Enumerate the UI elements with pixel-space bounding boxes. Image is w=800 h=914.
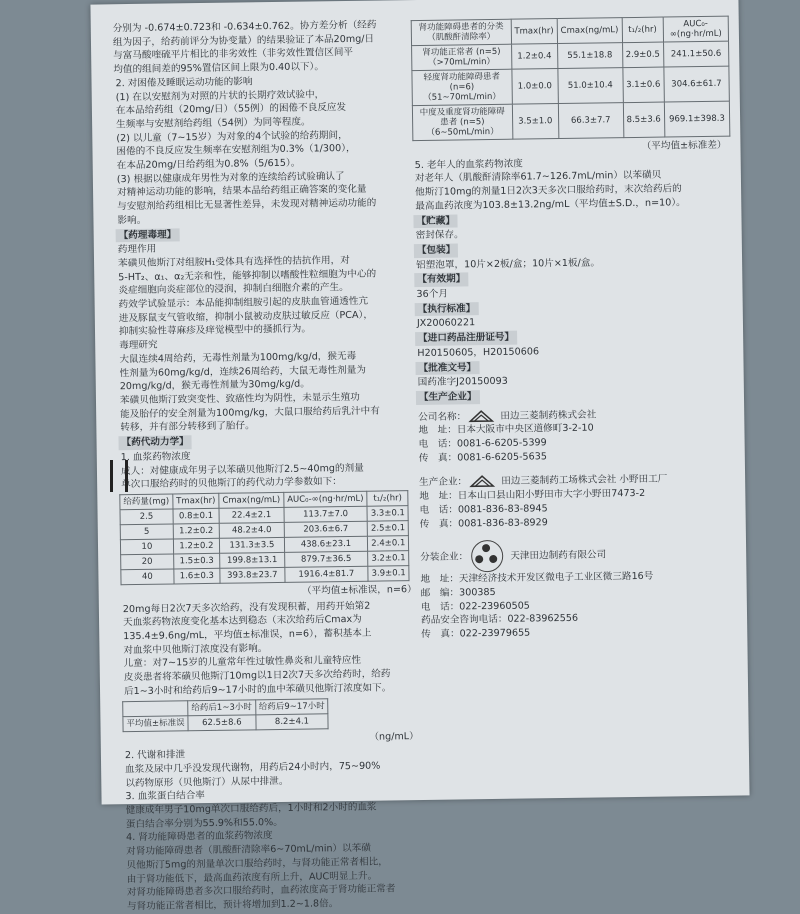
pk-line: 蛋白结合率分别为55.9%和55.0%。 <box>125 816 283 830</box>
table-header: Tmax(hr) <box>511 19 558 45</box>
pk-line: 皮炎患者将苯磺贝他斯汀10mg以1日2次7天多次给药时，给药 <box>123 668 391 684</box>
table-cell: 879.7±36.5 <box>284 551 368 567</box>
table-cell: 1.2±0.2 <box>173 538 219 554</box>
pk-line: 血浆及尿中几乎没发现代谢物，用药后24小时内，75~90% <box>125 760 381 776</box>
pharm-line: 炎症细胞向炎症部位的浸润，抑制白细胞介素的产生。 <box>118 282 349 297</box>
company-address: 天津经济技术开发区微电子工业区微三路16号 <box>458 571 654 585</box>
company-address: 日本山口县山阳小野田市大字小野田7473-2 <box>457 488 646 502</box>
tanabe-logo-icon <box>469 409 493 423</box>
section-line: 与安慰剂给药组相比无显著性差异，未发现对精神运动功能的 <box>117 197 377 213</box>
intro-line: 均值的组间差的95%置信区间上限为0.40以下）。 <box>113 61 324 76</box>
table-cell: 40 <box>121 569 174 585</box>
pk-line: 135.4±9.6ng/mL，平均值±标准误，n=6），蓄积基本上 <box>123 627 372 643</box>
section-line: 对精神运动功能的影响，结果本品给药组正确答案的变化量 <box>117 184 367 199</box>
table-cell: 304.6±61.7 <box>664 66 730 102</box>
table-header: AUC₀-∞(ng·hr/mL) <box>663 16 729 42</box>
company-1 <box>416 405 735 465</box>
section-body: 36个月 <box>416 288 449 301</box>
table-row <box>412 101 729 140</box>
pharm-line: 苯磺贝他斯汀对组胺H₁受体具有选择性的拮抗作用，对 <box>117 254 350 270</box>
section-line: 2. 对困倦及睡眠运动功能的影响 <box>115 76 253 90</box>
section-line: 困倦的不良反应发生频率在安慰剂组为0.3%（1/300）， <box>116 143 356 158</box>
section-heading-pharmacology: 【药理毒理】 <box>116 228 180 243</box>
fax-label: 传 真： <box>419 518 459 530</box>
company-2 <box>417 471 736 531</box>
table-note: （平均值±标准差） <box>641 139 727 152</box>
section-heading-import-license: 【进口药品注册证号】 <box>415 331 517 346</box>
fax-label: 传 真： <box>418 452 458 464</box>
binder-mark-icon <box>110 460 128 492</box>
table-cell: 8.5±3.6 <box>623 102 665 138</box>
zip-label: 邮 编： <box>420 587 460 599</box>
pharm-line: 苯磺贝他斯汀致突变性、致癌性均为阴性，未显示生殖功 <box>119 391 360 407</box>
table-header <box>123 700 188 716</box>
table-cell: 241.1±50.6 <box>663 41 729 67</box>
addr-label: 地 址： <box>420 573 459 586</box>
table-cell: 20 <box>121 554 174 570</box>
table-cell: 肾功能正常者 (n=5)（>70mL/min） <box>412 44 512 70</box>
table-row <box>121 566 410 585</box>
section-heading-pharmacokinetics: 【药代动力学】 <box>118 435 191 450</box>
elderly-line: 5. 老年人的血浆药物浓度 <box>414 158 523 171</box>
company-consult: 022-83962556 <box>507 613 579 626</box>
section-body: JX20060221 <box>416 317 476 330</box>
pharm-line: 能及胎仔的安全剂量为100mg/kg，大鼠口服给药后乳汁中有 <box>120 405 380 420</box>
section-line: (3) 根据以健康成年男性为对象的连续给药试验确认了 <box>116 170 345 185</box>
table-cell: 中度及重度肾功能障碍患者 (n=5)（6~50mL/min） <box>412 104 512 140</box>
company-fax: 0081-6-6205-5635 <box>457 450 548 464</box>
table-cell: 8.2±4.1 <box>255 713 328 729</box>
section-line: (2) 以儿童（7~15岁）为对象的4个试验的给药期间， <box>116 129 348 144</box>
intro-line: 组为因子，给药前评分为协变量）的结果验证了本品20mg/日 <box>112 33 375 48</box>
table-cell: 1916.4±81.7 <box>285 566 369 582</box>
pk-line: 单次口服给药时的贝他斯汀的药代动力学参数如下： <box>121 476 342 491</box>
pk-line: 由于肾功能低下，最高血药浓度有所上升，AUC明显上升。 <box>126 870 378 885</box>
table-header: t₁/₂(hr) <box>367 491 408 507</box>
company-tel: 0081-6-6205-5399 <box>456 437 547 450</box>
company-label: 分装企业： <box>420 551 469 564</box>
pk-line: 以药物原形（贝他斯汀）从尿中排泄。 <box>125 775 289 789</box>
table-header: 给药后1~3小时 <box>188 699 256 715</box>
company-tel: 0081-836-83-8945 <box>457 503 548 516</box>
table-cell: 1.6±0.3 <box>174 568 220 584</box>
pediatric-table <box>122 698 329 732</box>
table-cell: 3.9±0.1 <box>368 566 409 582</box>
table-cell: 1.2±0.4 <box>511 44 558 70</box>
table-cell: 2.5 <box>120 509 173 525</box>
table-cell: 3.5±1.0 <box>512 104 559 140</box>
section-body: 铝塑泡罩，10片×2板/盒；10片×1板/盒。 <box>416 257 601 271</box>
pk-line: 2. 代谢和排泄 <box>124 749 186 762</box>
table-cell: 1.5±0.3 <box>173 553 219 569</box>
table-cell: 0.8±0.1 <box>173 508 219 524</box>
pharm-line: 药效学试验显示：本品能抑制组胺引起的皮肤血管通透性亢 <box>118 295 369 311</box>
table-cell: 51.0±10.4 <box>558 68 623 104</box>
tel-label: 电 话： <box>419 504 458 516</box>
table-note: （平均值±标准误，n=6） <box>301 583 417 597</box>
table-cell: 1.0±0.0 <box>511 69 558 105</box>
table-header: Cmax(ng/mL) <box>219 492 284 508</box>
elderly-line: 对老年人（肌酸酐清除率61.7~126.7mL/min）以苯磺贝 <box>414 170 662 185</box>
table-cell: 55.1±18.8 <box>557 43 622 69</box>
pk-table <box>119 490 410 585</box>
company-label: 生产企业： <box>419 476 468 489</box>
table-cell: 2.4±0.1 <box>368 536 409 552</box>
pk-line: 对肾功能障碍患者（肌酸酐清除率6~70mL/min）以苯磺 <box>126 842 371 858</box>
table-cell: 66.3±7.7 <box>558 103 623 139</box>
table-cell: 203.6±6.7 <box>284 521 368 537</box>
table-unit: （ng/mL） <box>369 730 419 743</box>
section-line: (1) 在以安慰剂为对照的片状的长期疗效试验中， <box>115 88 325 103</box>
addr-label: 地 址： <box>419 490 458 503</box>
table-cell: 969.1±398.3 <box>664 101 730 137</box>
pk-line: 后1~3小时和给药后9~17小时的血中苯磺贝他斯汀浓度如下。 <box>123 682 392 697</box>
section-body: H20150605，H20150606 <box>417 346 540 359</box>
section-line: 生频率与安慰剂给药组（54例）为同等程度。 <box>116 116 311 131</box>
tanabe-logo-icon <box>470 474 494 488</box>
pharm-line: 转移，并有部分转移到了胎仔。 <box>120 420 255 434</box>
pharm-line: 进及豚鼠支气管收缩，抑制小鼠被动皮肤过敏反应（PCA）， <box>118 309 373 324</box>
pk-line: 对血浆中贝他斯汀浓度没有影响。 <box>123 642 268 656</box>
table-cell: 1.2±0.2 <box>173 523 219 539</box>
company-zip: 300385 <box>458 586 496 599</box>
company-tel: 022-23960505 <box>459 600 530 613</box>
elderly-line: 他斯汀10mg的剂量1日2次3天多次口服给药时，末次给药后的 <box>415 183 682 199</box>
renal-table <box>411 16 731 141</box>
company-name-line <box>418 537 736 573</box>
table-cell: 438.6±23.1 <box>284 536 368 552</box>
pharm-line: 性剂量为60mg/kg/d，连续26周给药，大鼠无毒性剂量为 <box>119 364 366 379</box>
pharm-line: 毒理研究 <box>119 339 158 352</box>
table-cell: 199.8±13.1 <box>220 552 285 568</box>
table-cell: 3.2±0.1 <box>368 551 409 567</box>
table-cell: 平均值±标准误 <box>123 715 188 731</box>
pk-line: 贝他斯汀5mg的剂量单次口服给药时，与肾功能正常者相比， <box>126 856 388 872</box>
section-line: 影响。 <box>117 214 147 227</box>
company-name: 天津田边制药有限公司 <box>510 549 607 563</box>
package-insert-page <box>90 0 749 913</box>
table-cell: 62.5±8.6 <box>188 714 256 730</box>
section-body: 密封保存。 <box>415 229 464 242</box>
table-cell: 113.7±7.0 <box>284 506 368 522</box>
company-name: 田边三菱制药工场株式会社 小野田工厂 <box>501 474 668 488</box>
table-header: t₁/₂(hr) <box>622 17 664 43</box>
pk-subheading: 1. 血浆药物浓度 <box>120 451 191 463</box>
table-cell: 393.8±23.7 <box>220 567 285 583</box>
addr-label: 地 址： <box>418 424 457 437</box>
table-cell: 48.2±4.0 <box>219 522 284 538</box>
table-cell: 5 <box>120 524 173 540</box>
pharm-line: 5-HT₂、α₁、α₂无亲和性，能够抑制以嗜酸性粒细胞为中心的 <box>118 268 377 283</box>
right-column <box>411 14 738 642</box>
table-header: AUC₀-∞(ng·hr/mL) <box>284 491 368 507</box>
table-header: Cmax(ng/mL) <box>557 18 622 44</box>
table-row <box>412 66 729 105</box>
pk-line: 对肾功能障碍患者多次口服给药时，血药浓度高于肾功能正常者 <box>126 883 396 899</box>
intro-line: 分别为 -0.674±0.723和 -0.634±0.762。协方差分析（经药 <box>112 19 377 35</box>
company-fax: 0081-836-83-8929 <box>458 516 548 530</box>
tel-label: 电 话： <box>418 438 458 451</box>
pharm-line: 大鼠连续4周给药，无毒性剂量为100mg/kg/d，猴无毒 <box>119 350 357 366</box>
pharm-line: 抑制实验性荨麻疹及痒觉模型中的搔抓行为。 <box>118 323 311 338</box>
section-line: 在本品给药组（20mg/日）（55例）的困倦不良反应发 <box>115 102 347 117</box>
pharm-line: 药理作用 <box>117 243 157 256</box>
company-3 <box>418 537 737 642</box>
left-column <box>113 18 425 914</box>
fax-label: 传 真： <box>421 628 460 641</box>
consult-label: 药品安全咨询电话： <box>421 614 508 627</box>
table-header: Tmax(hr) <box>173 493 219 509</box>
tel-label: 电 话： <box>420 601 460 613</box>
table-header: 肾功能障碍患者的分类（肌酸酐清除率） <box>411 19 511 45</box>
section-heading-package: 【包装】 <box>414 243 459 257</box>
table-cell: 3.3±0.1 <box>367 506 408 522</box>
pk-line: 3. 血浆蛋白结合率 <box>125 790 205 803</box>
company-label: 公司名称： <box>418 411 467 423</box>
table-cell: 131.3±3.5 <box>219 537 284 553</box>
section-heading-manufacturer: 【生产企业】 <box>416 390 480 405</box>
company-address: 日本大阪市中央区道修町3-2-10 <box>456 422 594 436</box>
table-row <box>123 713 329 731</box>
pk-line: 儿童：对7~15岁的儿童常年性过敏性鼻炎和儿童特应性 <box>123 655 362 670</box>
pk-line: 4. 肾功能障碍患者的血浆药物浓度 <box>126 830 273 844</box>
section-heading-storage: 【贮藏】 <box>413 214 458 228</box>
table-header: 给药后9~17小时 <box>255 698 328 714</box>
section-heading-shelf-life: 【有效期】 <box>414 273 468 287</box>
company-name: 田边三菱制药株式会社 <box>500 409 597 422</box>
section-heading-approval-number: 【批准文号】 <box>415 361 479 376</box>
company-fax: 022-23979655 <box>459 627 531 640</box>
table-cell: 轻度肾功能障碍患者 (n=6)（51~70mL/min） <box>412 69 512 105</box>
table-cell: 3.1±0.6 <box>622 67 664 103</box>
pharm-line: 20mg/kg/d，猴无毒性剂量为30mg/kg/d。 <box>119 378 310 393</box>
pk-line: 健康成年男子10mg单次口服给药后，1小时和2小时的血浆 <box>125 801 377 817</box>
pk-line: 成人：对健康成年男子以苯磺贝他斯汀2.5~40mg的剂量 <box>120 462 364 477</box>
pk-line: 与肾功能正常者相比，预计将增加到1.2~1.8倍。 <box>126 898 339 913</box>
table-cell: 2.9±0.5 <box>622 42 664 68</box>
section-body: 国药准字J20150093 <box>417 376 508 389</box>
intro-line: 与富马酸喹硫平片相比的非劣效性（非劣效性置信区间平 <box>113 47 354 62</box>
table-cell: 10 <box>120 539 173 555</box>
pk-line: 天血浆药物浓度变化基本达到稳态（末次给药后Cmax为 <box>123 614 362 629</box>
tianjin-tanabe-logo-icon <box>471 540 503 572</box>
table-cell: 2.5±0.1 <box>367 521 408 537</box>
table-cell: 22.4±2.1 <box>219 507 284 523</box>
pk-line: 20mg每日2次7天多次给药，没有发现积蓄，用药开始第2 <box>122 600 371 615</box>
section-line: 在本品20mg/日给药组为0.8%（5/615）。 <box>116 157 301 172</box>
section-heading-standard: 【执行标准】 <box>415 302 479 317</box>
elderly-line: 最高血药浓度为103.8±13.2ng/mL（平均值±S.D.，n=10）。 <box>415 197 686 212</box>
table-header: 给药量(mg) <box>120 494 173 510</box>
